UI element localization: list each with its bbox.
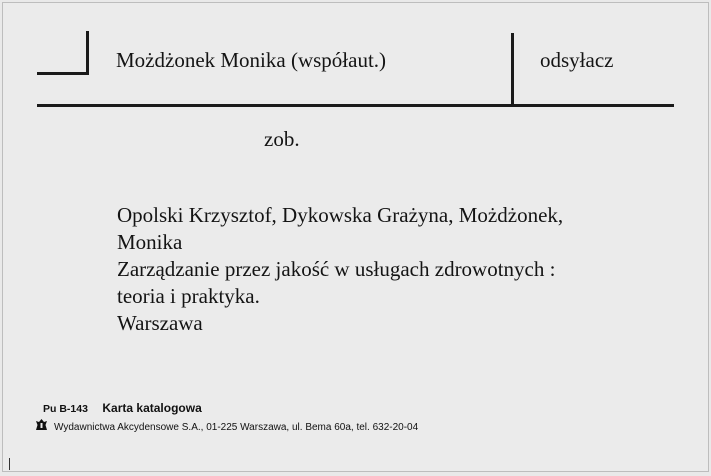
- catalog-card: [2, 2, 709, 472]
- card-type-label: odsyłacz: [540, 48, 614, 72]
- form-code: Pu B-143: [43, 403, 88, 415]
- corner-bracket-vertical: [86, 31, 89, 75]
- heading-rule: [37, 104, 674, 107]
- publisher-address: Wydawnictwa Akcydensowe S.A., 01-225 Warszawa, ul. Bema 60a, tel. 632-20-04: [54, 421, 419, 433]
- form-title: Karta katalogowa: [102, 401, 202, 415]
- type-divider: [511, 33, 514, 107]
- body-line: Zarządzanie przez jakość w usługach zdrowotnych :: [117, 257, 556, 281]
- publisher-logo-icon: [35, 418, 48, 436]
- edge-mark: [9, 458, 10, 470]
- body-line: teoria i praktyka.: [117, 284, 260, 308]
- card-heading: Możdżonek Monika (współaut.): [116, 48, 387, 72]
- corner-bracket-horizontal: [37, 72, 88, 75]
- body-line: Warszawa: [117, 311, 203, 335]
- body-line: Opolski Krzysztof, Dykowska Grażyna, Możdżonek,: [117, 203, 564, 227]
- publisher-row: [35, 418, 418, 436]
- card-footer: [43, 399, 419, 433]
- card-body: [117, 202, 563, 337]
- see-reference-label: zob.: [264, 127, 300, 151]
- body-line: Monika: [117, 230, 183, 254]
